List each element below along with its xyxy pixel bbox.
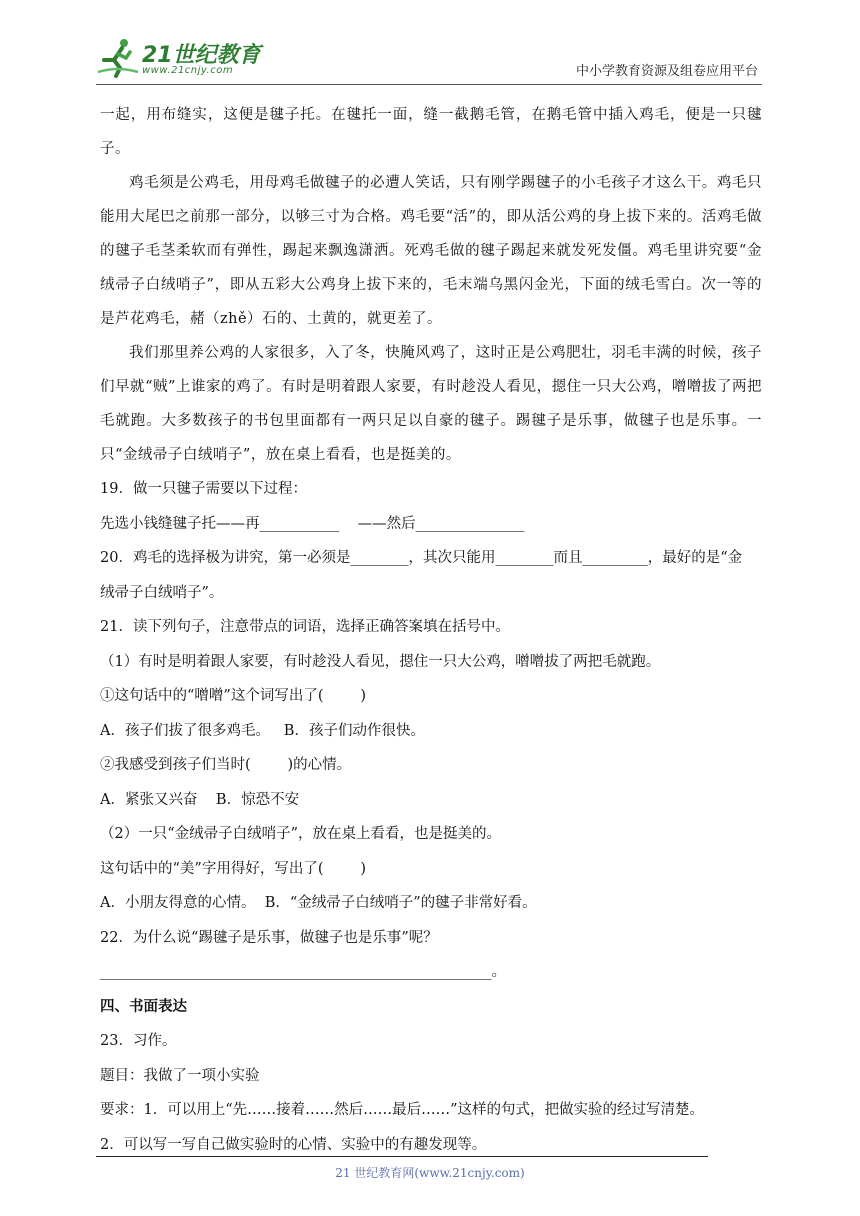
question-19: 19．做一只毽子需要以下过程：	[100, 481, 307, 497]
question-21-1-b-options: A．紧张又兴奋 B．惊恐不安	[100, 791, 300, 808]
section-4-title: 四、书面表达	[100, 997, 187, 1015]
question-21-sentence-1: （1）有时是明着跟人家要，有时趁没人看见，摁住一只大公鸡，噌噌拔了两把毛就跑。	[100, 653, 661, 670]
question-21-sentence-2: （2）一只“金绒帚子白绒哨子”，放在桌上看看，也是挺美的。	[100, 826, 502, 842]
question-21-1-a: ①这句话中的“噌噌”这个词写出了( )	[100, 688, 367, 704]
question-23: 23．习作。	[100, 1033, 177, 1049]
passage-paragraph-3: 我们那里养公鸡的人家很多，入了冬，快腌风鸡了，这时正是公鸡肥壮，羽毛丰满的时候，孩子们早就“贼”上谁家的鸡了。有时是明着跟人家要，有时趁没人看见，摁住一只大公鸡，噌噌拔了两把毛就跑。大多数孩子的书包里面都有一两只足以自豪的毽子。踢毽子是乐事，做毽子也是乐事。一只“金绒帚子白绒哨子”，放在桌上看看，也是挺美的。	[100, 345, 762, 463]
logo	[96, 36, 296, 80]
question-21-1-a-options: A．孩子们拔了很多鸡毛。 B．孩子们动作很快。	[100, 722, 425, 739]
question-20-line-2: 绒帚子白绒哨子”。	[100, 584, 224, 601]
question-22-answer-line: ______________________________________________________。	[100, 964, 506, 980]
question-22: 22．为什么说“踢毽子是乐事，做毽子也是乐事”呢？	[100, 929, 438, 946]
question-21-2-a: 这句话中的“美”字用得好，写出了( )	[100, 860, 367, 877]
platform-name: 中小学教育资源及组卷应用平台	[575, 64, 758, 79]
essay-topic: 题目：我做了一项小实验	[100, 1067, 260, 1084]
question-21: 21．读下列句子，注意带点的词语，选择正确答案填在括号中。	[100, 619, 510, 635]
essay-requirement-2: 2．可以写一写自己做实验时的心情、实验中的有趣发现等。	[100, 1136, 487, 1153]
footer-divider	[96, 1156, 708, 1157]
footer-text: 21 世纪教育网(www.21cnjy.com)	[335, 1166, 525, 1180]
document-body	[100, 98, 762, 1162]
question-20-line-1: 20．鸡毛的选择极为讲究，第一必须是________，其次只能用________而且_________，最好的是“金	[100, 550, 743, 566]
essay-requirement-1: 要求：1．可以用上“先……接着……然后……最后……”这样的句式，把做实验的经过写清楚。	[100, 1102, 705, 1118]
question-21-1-b: ②我感受到孩子们当时( )的心情。	[100, 757, 352, 773]
page-header	[96, 34, 762, 85]
runner-logo-icon	[96, 36, 140, 80]
question-19-fill: 先选小钱缝毽子托——再___________ ——然后_______________	[100, 515, 525, 532]
logo-text: 21世纪教育	[142, 43, 261, 68]
passage-paragraph-2: 鸡毛须是公鸡毛，用母鸡毛做毽子的必遭人笑话，只有刚学踢毽子的小毛孩子才这么干。鸡毛只能用大尾巴之前那一部分，以够三寸为合格。鸡毛要“活”的，即从活公鸡的身上拔下来的。活鸡毛做的毽子毛茎柔软而有弹性，踢起来飘逸潇洒。死鸡毛做的毽子踢起来就发死发僵。鸡毛里讲究要“金绒帚子白绒哨子”，即从五彩大公鸡身上拔下来的，毛末端乌黑闪金光，下面的绒毛雪白。次一等的是芦花鸡毛，赭（zhě）石的、土黄的，就更差了。	[100, 175, 762, 327]
passage-paragraph-1: 一起，用布缝实，这便是毽子托。在毽托一面，缝一截鹅毛管，在鹅毛管中插入鸡毛，便是一只毽子。	[100, 107, 762, 157]
logo-url: www.21cnjy.com	[142, 65, 234, 76]
question-21-2-a-options: A．小朋友得意的心情。 B．“金绒帚子白绒哨子”的毽子非常好看。	[100, 895, 537, 911]
